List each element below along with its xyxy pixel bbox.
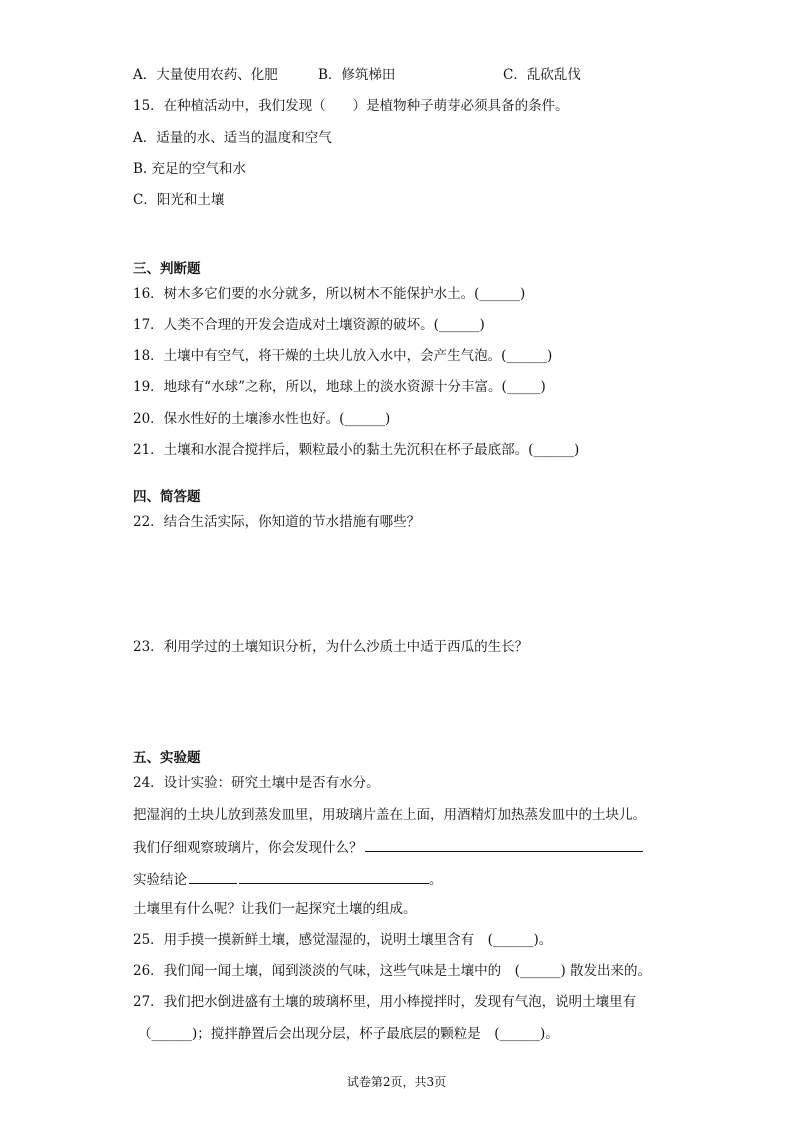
question-19: 19．地球有“水球”之称，所以，地球上的淡水资源十分丰富。(_____) bbox=[133, 379, 546, 395]
question-24-stem: 24．设计实验：研究土壤中是否有水分。 bbox=[133, 775, 380, 791]
question-24-line-3 bbox=[133, 869, 443, 889]
conclusion-label: 实验结论 bbox=[133, 872, 187, 888]
q14-option-a: A．大量使用农药、化肥 bbox=[133, 67, 278, 83]
answer-blank-conclusion-a[interactable] bbox=[189, 869, 237, 884]
question-24-line-1: 把湿润的土块儿放到蒸发皿里，用玻璃片盖在上面，用酒精灯加热蒸发皿中的土块儿。 bbox=[133, 807, 646, 823]
q15-stem: 15．在种植活动中，我们发现（ ）是植物种子萌芽必须具备的条件。 bbox=[133, 98, 569, 114]
question-21: 21．土壤和水混合搅拌后，颗粒最小的黏土先沉积在杯子最底部。(______) bbox=[133, 442, 580, 458]
question-27-line-1: 27．我们把水倒进盛有土壤的玻璃杯里，用小棒搅拌时，发现有气泡，说明土壤里有 bbox=[133, 994, 637, 1010]
question-17: 17．人类不合理的开发会造成对土壤资源的破坏。(______) bbox=[133, 317, 485, 333]
answer-blank-observation[interactable] bbox=[365, 837, 643, 852]
question-22: 22．结合生活实际，你知道的节水措施有哪些？ bbox=[133, 514, 421, 530]
section-title-short-answer: 四、简答题 bbox=[133, 489, 201, 505]
section-title-judgement: 三、判断题 bbox=[133, 261, 201, 277]
q15-option-a: A．适量的水、适当的温度和空气 bbox=[133, 130, 332, 146]
q14-option-c: C．乱砍乱伐 bbox=[503, 67, 581, 83]
answer-blank-conclusion-c[interactable] bbox=[405, 869, 429, 884]
question-24-line-2 bbox=[133, 837, 643, 857]
question-26: 26．我们闻一闻土壤，闻到淡淡的气味，这些气味是土壤中的 (______) 散发出来的。 bbox=[133, 963, 652, 979]
question-23: 23．利用学过的土壤知识分析，为什么沙质土中适于西瓜的生长？ bbox=[133, 639, 529, 655]
question-16: 16．树木多它们要的水分就多，所以树木不能保护水土。(______) bbox=[133, 286, 526, 302]
question-27-line-2: （______)；搅拌静置后会出现分层，杯子最底层的颗粒是 (______)。 bbox=[138, 1026, 559, 1042]
question-25: 25．用手摸一摸新鲜土壤，感觉湿湿的，说明土壤里含有 (______)。 bbox=[133, 932, 553, 948]
q15-option-c: C．阳光和土壤 bbox=[133, 192, 225, 208]
question-20: 20．保水性好的土壤渗水性也好。(______) bbox=[133, 411, 391, 427]
answer-blank-conclusion-b[interactable] bbox=[239, 869, 405, 884]
q14-option-b: B．修筑梯田 bbox=[318, 67, 396, 83]
q15-option-b: B. 充足的空气和水 bbox=[133, 161, 247, 177]
question-24-prompt: 我们仔细观察玻璃片，你会发现什么？ bbox=[133, 840, 363, 856]
question-18: 18．土壤中有空气，将干燥的土块儿放入水中，会产生气泡。(______) bbox=[133, 348, 553, 364]
section-title-experiment: 五、实验题 bbox=[133, 750, 201, 766]
conclusion-end: 。 bbox=[429, 872, 443, 888]
page-footer: 试卷第2页，共3页 bbox=[346, 1075, 447, 1089]
soil-composition-intro: 土壤里有什么呢？让我们一起探究土壤的组成。 bbox=[133, 901, 417, 917]
